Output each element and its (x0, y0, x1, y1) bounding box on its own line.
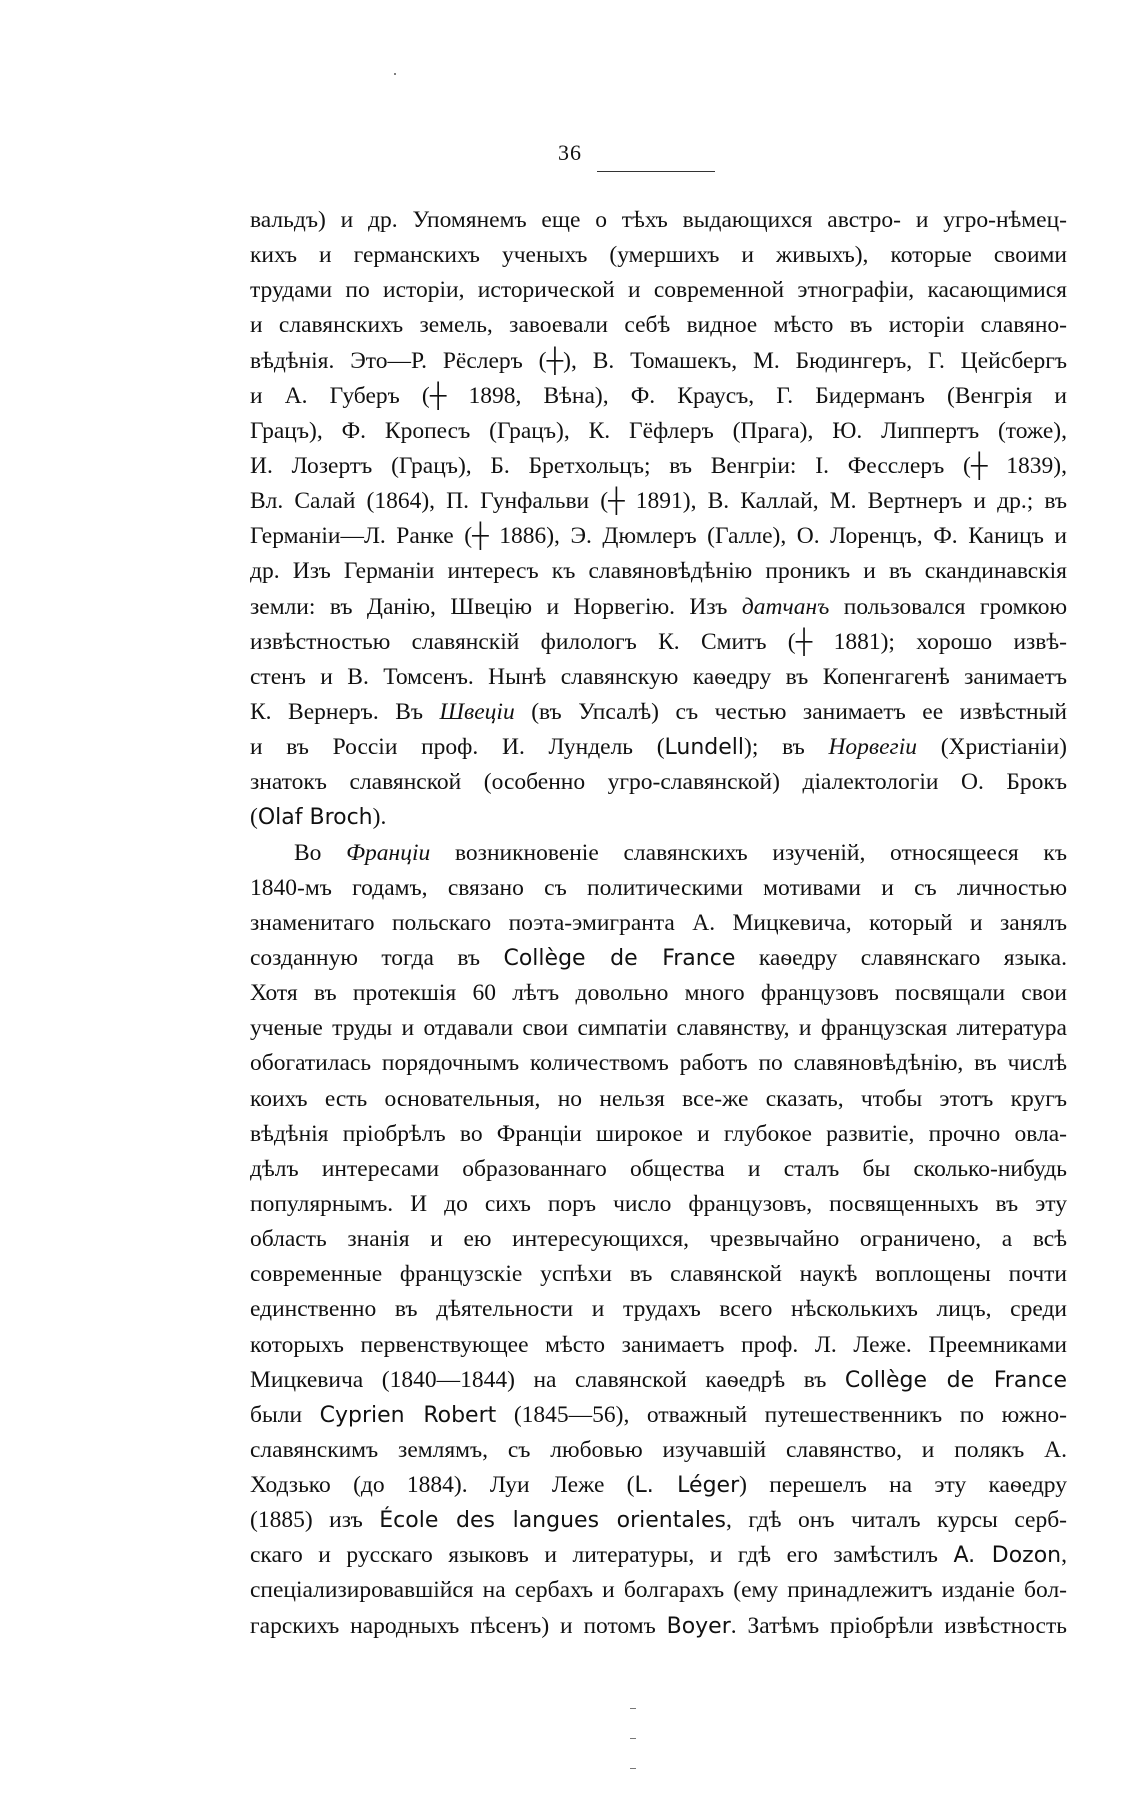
text-line (250, 800, 1067, 835)
text-line (250, 308, 1067, 343)
emphasized-country-name: датчанъ (741, 593, 830, 620)
text-segment: вѣдѣнія пріобрѣлъ во Франціи широкое и глубокое развитіе, прочно овла- (250, 1120, 1067, 1147)
text-segment: др. Изъ Германіи интересъ къ славяновѣдѣнію проникъ и въ скандинавскія (250, 558, 1067, 585)
text-segment: (Христіаніи) (917, 734, 1067, 761)
scan-mark (630, 1768, 636, 1769)
text-segment: извѣстностью славянскій филологъ К. Смитъ (┼ 1881); хорошо извѣ- (250, 628, 1067, 655)
text-line (250, 1538, 1067, 1573)
text-segment: каѳедру славянскаго языка. (735, 944, 1067, 971)
text-segment: и въ Россіи проф. И. Лундель ( (250, 734, 665, 761)
text-line (250, 449, 1067, 484)
emphasized-country-name: Норвегіи (828, 734, 917, 761)
text-line (250, 695, 1067, 730)
text-segment: ). (372, 804, 387, 831)
text-segment: , гдѣ онъ читалъ курсы серб- (725, 1507, 1067, 1534)
text-segment: И. Лозертъ (Грацъ), Б. Бретхольцъ; въ Венгріи: І. Фесслеръ (┼ 1839), (250, 452, 1067, 479)
text-segment: единственно въ дѣятельности и трудахъ всего нѣсколькихъ лицъ, среди (250, 1296, 1067, 1323)
latin-text: Collège de France (844, 1367, 1067, 1393)
text-segment: ученые труды и отдавали свои симпатіи славянству, и французская литература (250, 1015, 1067, 1042)
latin-text: École des langues orientales (379, 1508, 726, 1534)
text-line (250, 1433, 1067, 1468)
text-line (250, 590, 1067, 625)
text-segment: и А. Губеръ (┼ 1898, Вѣна), Ф. Краусъ, Г. Бидерманъ (Венгрія и (250, 382, 1067, 409)
text-segment: и славянскихъ земель, завоевали себѣ видное мѣсто въ исторіи славяно- (250, 312, 1067, 339)
scan-speck (394, 73, 396, 75)
text-line (250, 519, 1067, 554)
text-segment: знатокъ славянской (особенно угро-славянской) діалектологіи О. Брокъ (250, 769, 1067, 796)
latin-text: Boyer (666, 1613, 731, 1639)
text-segment: возникновеніе славянскихъ изученій, относящееся къ (430, 839, 1067, 866)
text-line (250, 1292, 1067, 1327)
text-line (250, 906, 1067, 941)
text-segment: дѣлъ интересами образованнаго общества и сталъ бы сколько-нибудь (250, 1155, 1067, 1182)
text-segment: область знанія и ею интересующихся, чрезвычайно ограничено, а всѣ (250, 1226, 1067, 1253)
page-number-rule (597, 171, 715, 172)
text-line (250, 1152, 1067, 1187)
text-segment: Хотя въ протекшія 60 лѣтъ довольно много французовъ посвящали свои (250, 980, 1067, 1007)
text-line (250, 976, 1067, 1011)
text-segment: были (250, 1401, 320, 1428)
text-line (250, 1363, 1067, 1398)
emphasized-country-name: Швеціи (439, 698, 515, 725)
paragraph-first-line (250, 836, 1067, 871)
page-number: 36 (558, 140, 582, 165)
text-segment: пользовался громкою (829, 593, 1068, 620)
text-line (250, 1222, 1067, 1257)
text-line (250, 1011, 1067, 1046)
text-segment: ) перешелъ на эту каѳедру (739, 1472, 1067, 1499)
latin-text: A. Dozon (953, 1543, 1062, 1569)
text-segment: (1885) изъ (250, 1507, 380, 1534)
text-segment: ( (250, 804, 258, 831)
text-segment: Германіи—Л. Ранке (┼ 1886), Э. Дюмлеръ (Галле), О. Лоренцъ, Ф. Каницъ и (250, 523, 1067, 550)
text-segment: вѣдѣнія. Это—Р. Рёслеръ (┼), В. Томашекъ, М. Бюдингеръ, Г. Цейсбергъ (250, 347, 1067, 374)
text-segment: Вл. Салай (1864), П. Гунфальви (┼ 1891), В. Каллай, М. Вертнеръ и др.; въ (250, 488, 1067, 515)
text-segment: . Затѣмъ пріобрѣли извѣстность (730, 1612, 1067, 1639)
text-line (250, 730, 1067, 765)
scan-mark (630, 1738, 636, 1739)
text-line (250, 1046, 1067, 1081)
text-line (250, 1328, 1067, 1363)
text-segment: 1840-мъ годамъ, связано съ политическими мотивами и съ личностью (250, 874, 1067, 901)
text-segment: земли: въ Данію, Швецію и Норвегію. Изъ (250, 593, 742, 620)
text-line (250, 203, 1067, 238)
text-line (250, 625, 1067, 660)
text-segment: скаго и русскаго языковъ и литературы, и гдѣ его замѣстилъ (250, 1542, 954, 1569)
text-segment: Грацъ), Ф. Кропесъ (Грацъ), К. Гёфлеръ (Прага), Ю. Липпертъ (тоже), (250, 417, 1067, 444)
latin-text: Olaf Broch (257, 805, 373, 831)
text-segment: К. Вернеръ. Въ (250, 698, 440, 725)
text-line (250, 1398, 1067, 1433)
text-line (250, 379, 1067, 414)
text-line (250, 1117, 1067, 1152)
text-segment: вальдъ) и др. Упомянемъ еще о тѣхъ выдающихся австро- и угро-нѣмец- (250, 207, 1067, 233)
text-line (250, 1082, 1067, 1117)
text-line (250, 1257, 1067, 1292)
emphasized-country-name: Франціи (346, 839, 431, 866)
scan-mark (630, 1708, 636, 1709)
text-segment: Ходзько (до 1884). Луи Леже ( (250, 1472, 635, 1499)
text-segment: Мицкевича (1840—1844) на славянской каѳедрѣ въ (250, 1366, 845, 1393)
text-line (250, 238, 1067, 273)
text-line (250, 554, 1067, 589)
text-line (250, 660, 1067, 695)
text-line (250, 484, 1067, 519)
text-segment: коихъ есть основательныя, но нельзя все-же сказать, чтобы этотъ кругъ (250, 1085, 1067, 1112)
text-segment: (1845—56), отважный путешественникъ по южно- (496, 1401, 1067, 1428)
text-line (250, 871, 1067, 906)
latin-text: Cyprien Robert (319, 1402, 497, 1428)
text-segment: гарскихъ народныхъ пѣсенъ) и потомъ (250, 1612, 667, 1639)
latin-text: Collège de France (503, 945, 736, 971)
text-line (250, 1468, 1067, 1503)
text-segment: спеціализировавшійся на сербахъ и болгарахъ (ему принадлежитъ изданіе бол- (250, 1577, 1067, 1604)
text-line (250, 941, 1067, 976)
text-line (250, 1573, 1067, 1608)
text-line (250, 765, 1067, 800)
latin-text: L. Léger (634, 1473, 740, 1499)
text-segment: современные французскіе успѣхи въ славянской наукѣ воплощены почти (250, 1261, 1067, 1288)
latin-text: Lundell (664, 735, 745, 761)
text-segment: популярнымъ. И до сихъ поръ число французовъ, посвященныхъ въ эту (250, 1190, 1067, 1217)
text-line (250, 414, 1067, 449)
text-segment: Во (294, 839, 347, 866)
text-segment: обогатилась порядочнымъ количествомъ работъ по славяновѣдѣнію, въ числѣ (250, 1050, 1067, 1077)
text-segment: знаменитаго польскаго поэта-эмигранта А. Мицкевича, который и занялъ (250, 909, 1067, 936)
text-segment: (въ Упсалѣ) съ честью занимаетъ ее извѣстный (514, 698, 1067, 725)
text-segment: кихъ и германскихъ ученыхъ (умершихъ и живыхъ), которые своими (250, 242, 1067, 269)
text-line (250, 273, 1067, 308)
text-segment: стенъ и В. Томсенъ. Нынѣ славянскую каѳедру въ Копенгагенѣ занимаетъ (250, 663, 1067, 690)
text-line (250, 344, 1067, 379)
text-segment: славянскимъ землямъ, съ любовью изучавшій славянство, и полякъ А. (250, 1436, 1067, 1463)
text-line (250, 1187, 1067, 1222)
text-line (250, 1503, 1067, 1538)
text-segment: , (1061, 1542, 1067, 1569)
text-segment: трудами по исторіи, исторической и современной этнографіи, касающимися (250, 277, 1067, 304)
text-line (250, 1609, 1067, 1644)
text-segment: созданную тогда въ (250, 944, 504, 971)
text-segment: ); въ (744, 734, 829, 761)
body-text (250, 203, 1067, 1644)
text-segment: которыхъ первенствующее мѣсто занимаетъ проф. Л. Леже. Преемниками (250, 1331, 1067, 1358)
